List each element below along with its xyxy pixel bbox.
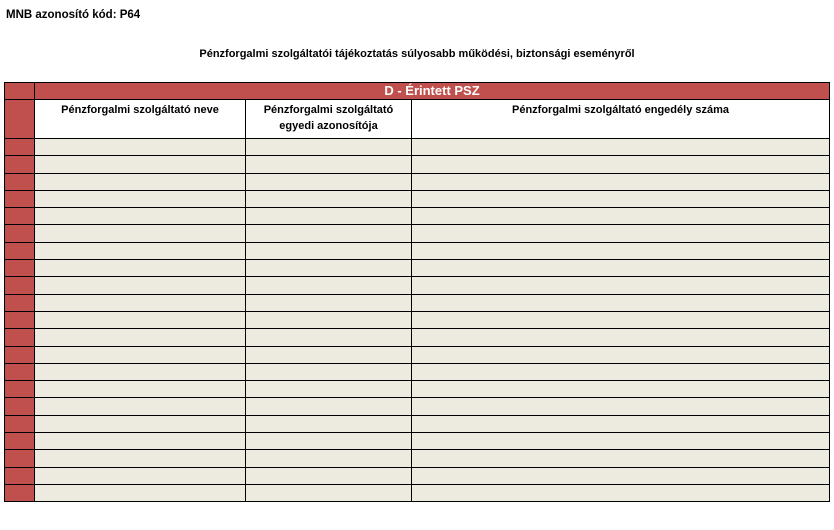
column-header-license: Pénzforgalmi szolgáltató engedély száma (412, 100, 830, 139)
license-cell[interactable] (412, 260, 830, 277)
license-cell[interactable] (412, 242, 830, 259)
name-cell[interactable] (35, 363, 246, 380)
identifier-cell[interactable] (246, 415, 412, 432)
table-row (5, 173, 830, 190)
license-cell[interactable] (412, 346, 830, 363)
name-cell[interactable] (35, 156, 246, 173)
name-cell[interactable] (35, 208, 246, 225)
license-cell[interactable] (412, 294, 830, 311)
row-marker (5, 311, 35, 328)
license-cell[interactable] (412, 208, 830, 225)
name-cell[interactable] (35, 225, 246, 242)
identifier-cell[interactable] (246, 484, 412, 501)
license-cell[interactable] (412, 156, 830, 173)
section-header-side (5, 83, 35, 100)
affected-psp-table (4, 82, 830, 502)
table-row (5, 294, 830, 311)
row-marker (5, 381, 35, 398)
row-marker (5, 277, 35, 294)
identifier-cell[interactable] (246, 242, 412, 259)
name-cell[interactable] (35, 260, 246, 277)
name-cell[interactable] (35, 173, 246, 190)
identifier-cell[interactable] (246, 467, 412, 484)
table-row (5, 311, 830, 328)
identifier-cell[interactable] (246, 208, 412, 225)
license-cell[interactable] (412, 450, 830, 467)
license-cell[interactable] (412, 467, 830, 484)
identifier-cell[interactable] (246, 433, 412, 450)
license-cell[interactable] (412, 484, 830, 501)
name-cell[interactable] (35, 433, 246, 450)
table-row (5, 156, 830, 173)
row-marker (5, 363, 35, 380)
table-row (5, 363, 830, 380)
column-header-name: Pénzforgalmi szolgáltató neve (35, 100, 246, 139)
row-marker (5, 415, 35, 432)
identifier-cell[interactable] (246, 173, 412, 190)
identifier-cell[interactable] (246, 190, 412, 207)
row-marker (5, 260, 35, 277)
row-marker (5, 346, 35, 363)
row-marker (5, 294, 35, 311)
row-marker (5, 225, 35, 242)
row-marker (5, 398, 35, 415)
table-row (5, 415, 830, 432)
name-cell[interactable] (35, 450, 246, 467)
table-row (5, 450, 830, 467)
row-marker (5, 100, 35, 139)
identifier-cell[interactable] (246, 139, 412, 156)
table-row (5, 208, 830, 225)
identifier-cell[interactable] (246, 450, 412, 467)
row-marker (5, 329, 35, 346)
table-row (5, 398, 830, 415)
license-cell[interactable] (412, 225, 830, 242)
identifier-cell[interactable] (246, 381, 412, 398)
name-cell[interactable] (35, 190, 246, 207)
name-cell[interactable] (35, 242, 246, 259)
identifier-cell[interactable] (246, 311, 412, 328)
row-marker (5, 208, 35, 225)
column-header-identifier: Pénzforgalmi szolgáltató egyedi azonosítója (246, 100, 412, 139)
license-cell[interactable] (412, 311, 830, 328)
license-cell[interactable] (412, 415, 830, 432)
name-cell[interactable] (35, 277, 246, 294)
identifier-cell[interactable] (246, 294, 412, 311)
section-header: D - Érintett PSZ (35, 83, 830, 100)
name-cell[interactable] (35, 467, 246, 484)
name-cell[interactable] (35, 381, 246, 398)
identifier-cell[interactable] (246, 277, 412, 294)
license-cell[interactable] (412, 190, 830, 207)
row-marker (5, 173, 35, 190)
table-row (5, 433, 830, 450)
row-marker (5, 190, 35, 207)
identifier-cell[interactable] (246, 363, 412, 380)
license-cell[interactable] (412, 277, 830, 294)
identifier-cell[interactable] (246, 260, 412, 277)
name-cell[interactable] (35, 311, 246, 328)
identifier-cell[interactable] (246, 398, 412, 415)
table-row (5, 225, 830, 242)
table-row (5, 242, 830, 259)
row-marker (5, 484, 35, 501)
table-row (5, 381, 830, 398)
identifier-cell[interactable] (246, 156, 412, 173)
name-cell[interactable] (35, 346, 246, 363)
license-cell[interactable] (412, 398, 830, 415)
name-cell[interactable] (35, 484, 246, 501)
row-marker (5, 433, 35, 450)
row-marker (5, 467, 35, 484)
identifier-code: MNB azonosító kód: P64 (6, 9, 141, 21)
identifier-cell[interactable] (246, 346, 412, 363)
form-title: Pénzforgalmi szolgáltatói tájékoztatás súlyosabb működési, biztonsági eseményről (199, 48, 635, 60)
identifier-cell[interactable] (246, 225, 412, 242)
row-marker (5, 139, 35, 156)
name-cell[interactable] (35, 415, 246, 432)
table-row (5, 260, 830, 277)
table-row (5, 277, 830, 294)
table-row (5, 346, 830, 363)
name-cell[interactable] (35, 294, 246, 311)
table-row (5, 467, 830, 484)
license-cell[interactable] (412, 139, 830, 156)
row-marker (5, 242, 35, 259)
license-cell[interactable] (412, 329, 830, 346)
license-cell[interactable] (412, 173, 830, 190)
table-row (5, 329, 830, 346)
identifier-cell[interactable] (246, 329, 412, 346)
table-row (5, 190, 830, 207)
table-row (5, 484, 830, 501)
row-marker (5, 156, 35, 173)
row-marker (5, 450, 35, 467)
table-row (5, 139, 830, 156)
name-cell[interactable] (35, 139, 246, 156)
name-cell[interactable] (35, 398, 246, 415)
name-cell[interactable] (35, 329, 246, 346)
license-cell[interactable] (412, 433, 830, 450)
license-cell[interactable] (412, 381, 830, 398)
license-cell[interactable] (412, 363, 830, 380)
